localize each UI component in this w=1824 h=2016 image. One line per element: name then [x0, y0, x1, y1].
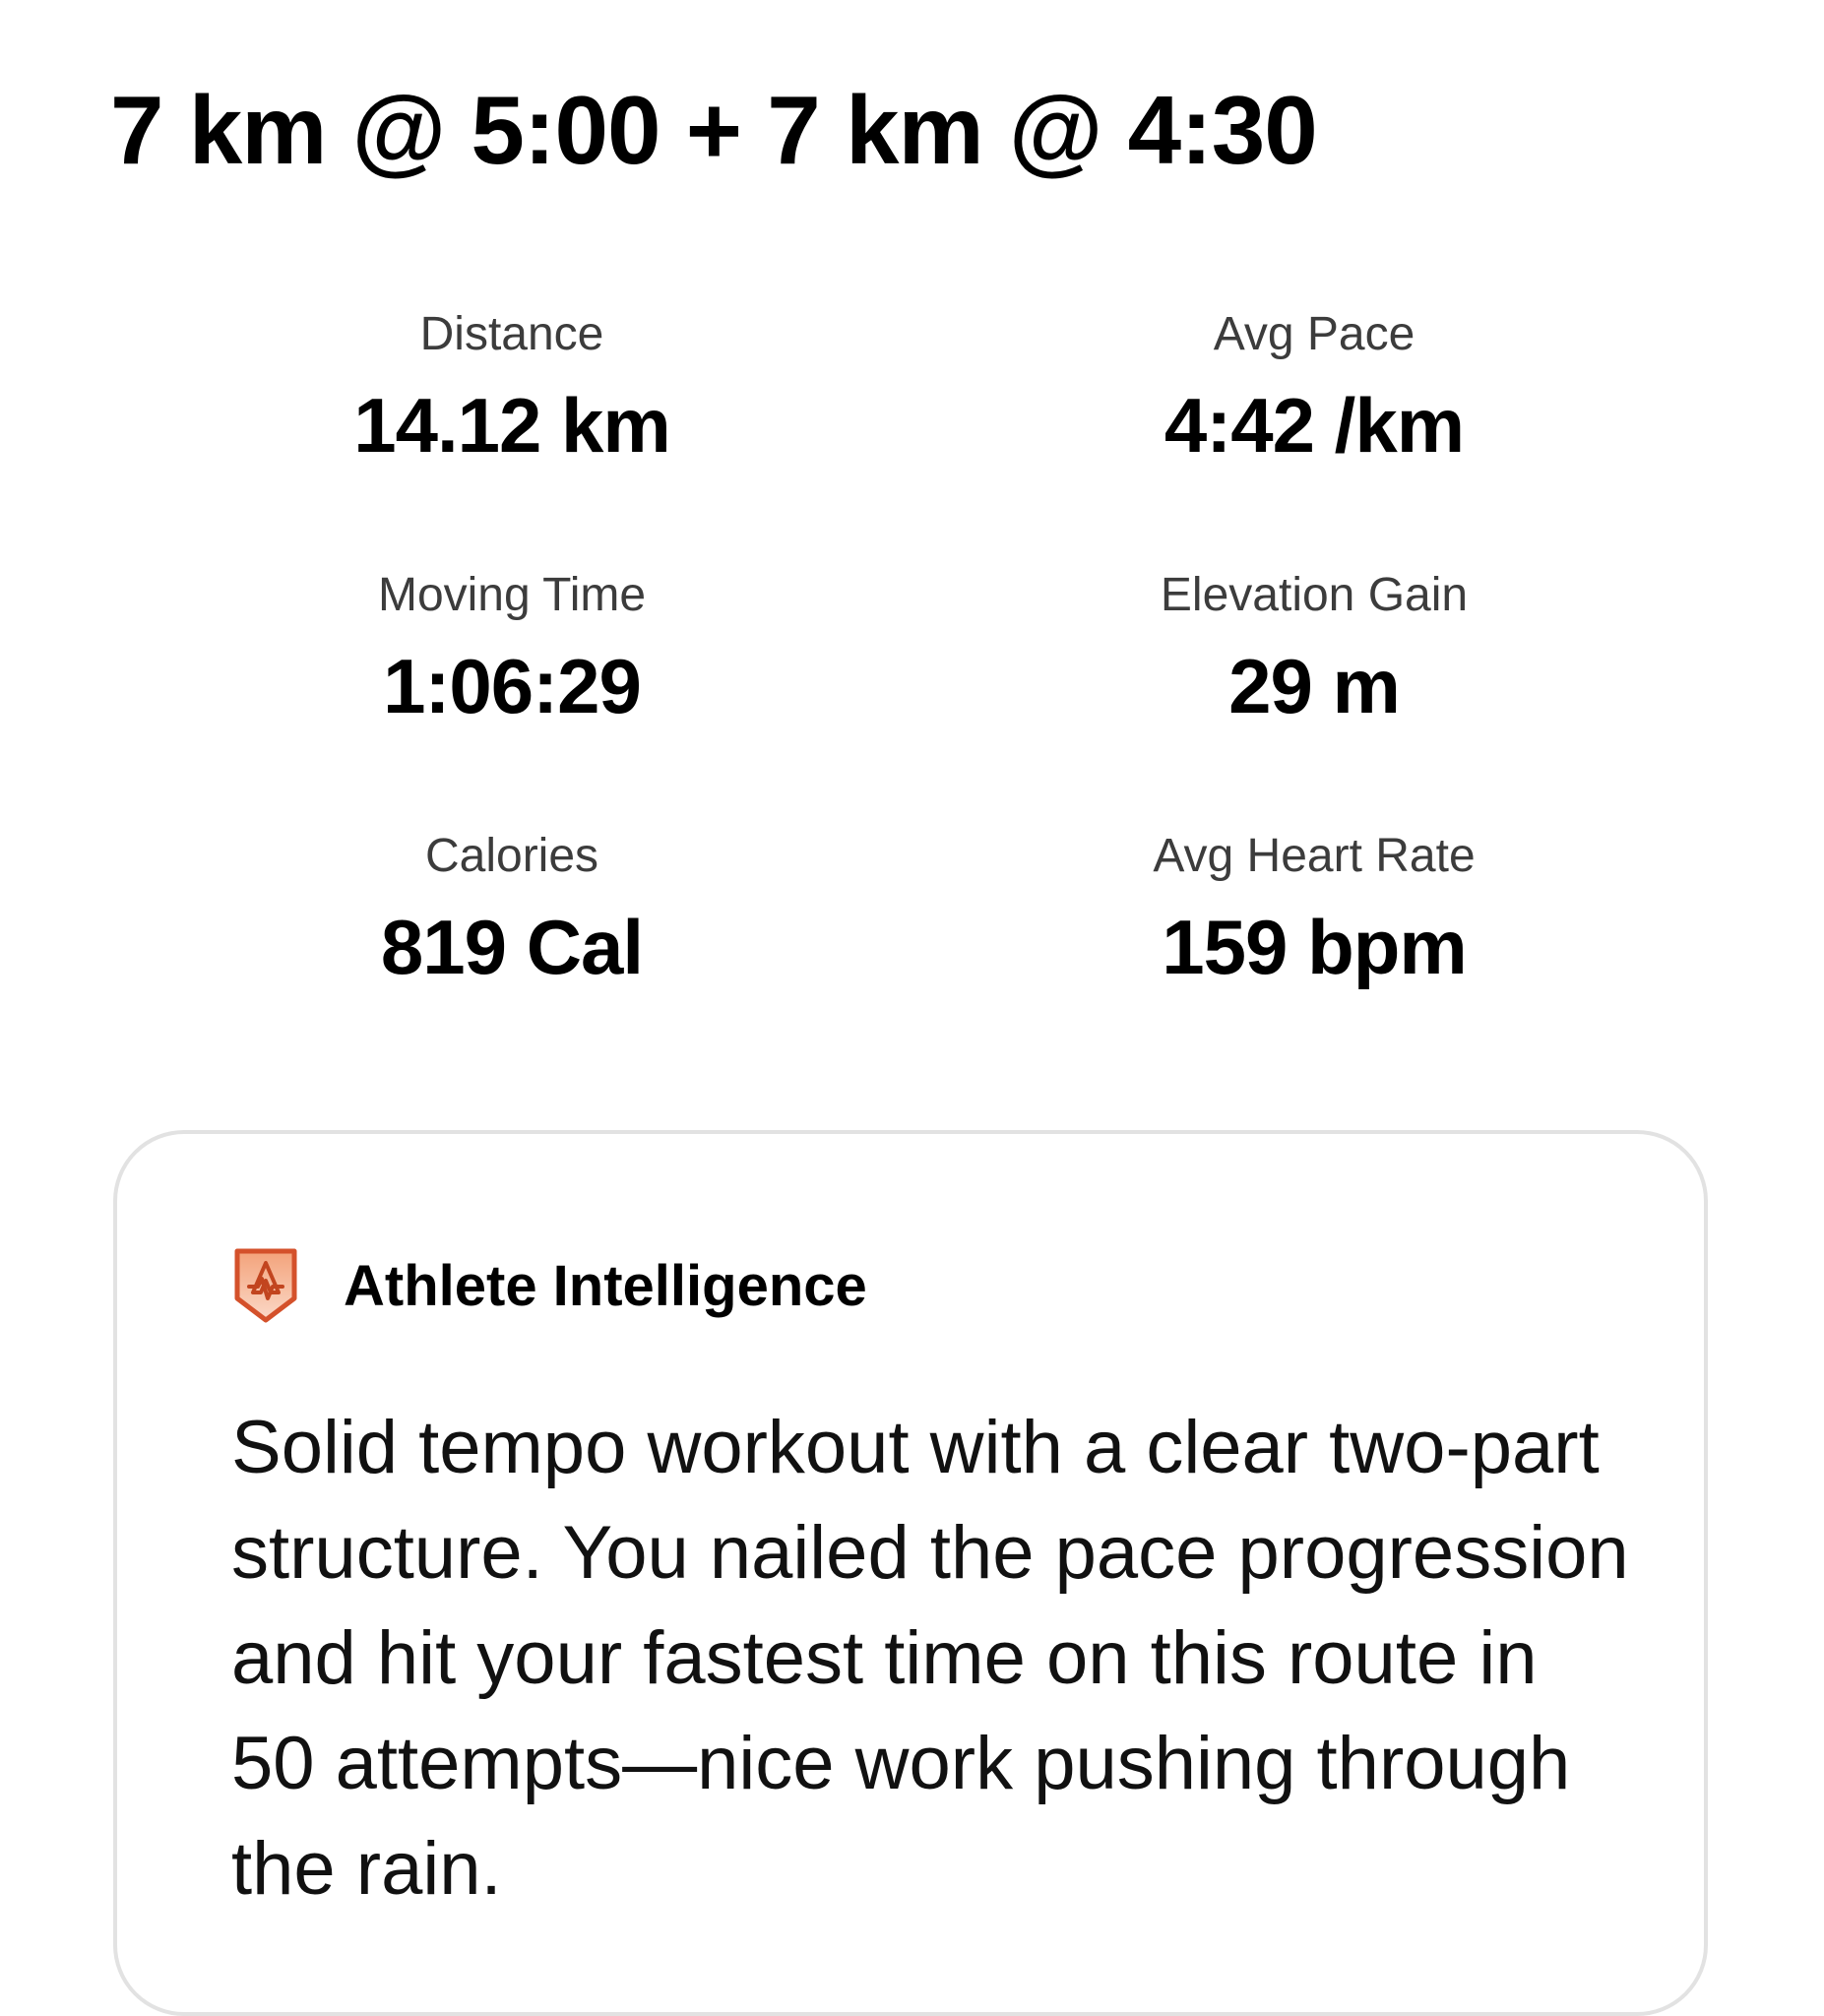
athlete-intelligence-card[interactable] — [113, 1130, 1708, 2016]
stat-label: Calories — [424, 830, 599, 882]
stat-calories — [167, 827, 856, 996]
athlete-intelligence-shield-icon — [231, 1247, 300, 1324]
stat-value: 159 bpm — [1162, 904, 1467, 990]
athlete-intelligence-title: Athlete Intelligence — [344, 1253, 867, 1318]
stat-value: 1:06:29 — [383, 643, 641, 729]
stat-value: 14.12 km — [353, 382, 670, 469]
stat-moving-time — [167, 566, 856, 735]
stat-avg-pace — [970, 305, 1659, 474]
stat-label: Avg Heart Rate — [1153, 830, 1476, 882]
stat-distance — [167, 305, 856, 474]
stat-label: Avg Pace — [1213, 308, 1415, 360]
stat-elevation-gain — [970, 566, 1659, 735]
stat-label: Moving Time — [377, 569, 647, 621]
stat-value: 819 Cal — [380, 904, 644, 990]
athlete-intelligence-summary: Solid tempo workout with a clear two-part structure. You nailed the pace progression and hit your fastest time on this route in 50 attempts—nice work pushing through the rain. — [231, 1406, 1629, 1911]
stat-value: 4:42 /km — [1164, 382, 1465, 469]
stat-label: Elevation Gain — [1160, 569, 1469, 621]
stat-value: 29 m — [1228, 643, 1400, 729]
activity-title: 7 km @ 5:00 + 7 km @ 4:30 — [110, 76, 1317, 184]
stat-label: Distance — [419, 308, 604, 360]
athlete-intelligence-header — [231, 1247, 867, 1324]
stat-avg-heart-rate — [970, 827, 1659, 996]
